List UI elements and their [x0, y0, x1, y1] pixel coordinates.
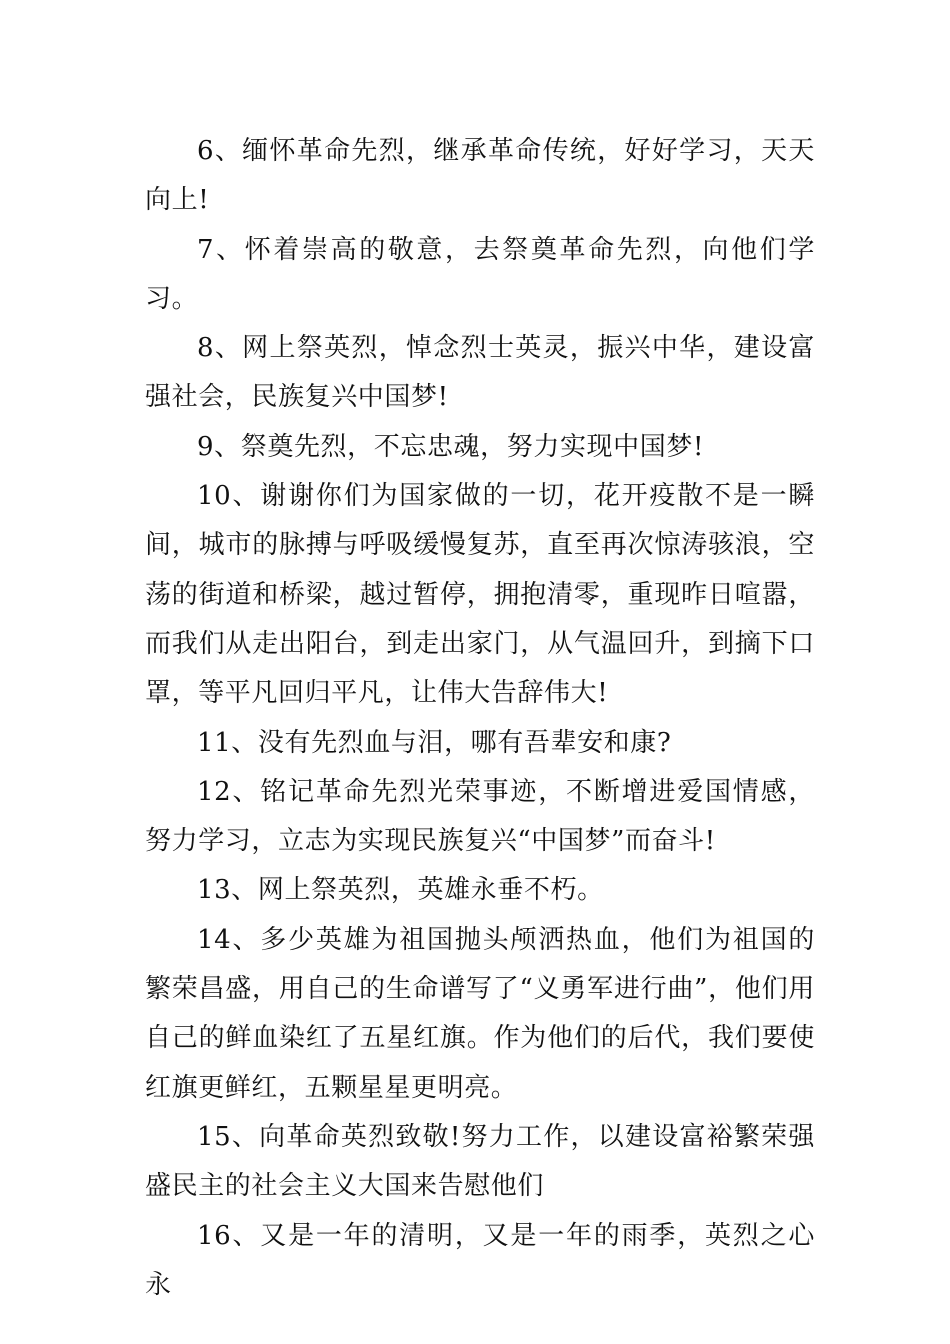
paragraph-14: 14、多少英雄为祖国抛头颅洒热血，他们为祖国的繁荣昌盛，用自己的生命谱写了“义勇军进行曲”，他们用自己的鲜血染红了五星红旗。作为他们的后代，我们要使红旗更鲜红，五颗星星更明亮。	[145, 924, 815, 1103]
paragraph-15: 15、向革命英烈致敬!努力工作，以建设富裕繁荣强盛民主的社会主义大国来告慰他们	[145, 1121, 815, 1202]
paragraph-9: 9、祭奠先烈，不忘忠魂，努力实现中国梦!	[197, 431, 704, 462]
paragraph-12: 12、铭记革命先烈光荣事迹，不断增进爱国情感，努力学习，立志为实现民族复兴“中国梦”而奋斗!	[145, 776, 815, 857]
paragraph-10: 10、谢谢你们为国家做的一切，花开疫散不是一瞬间，城市的脉搏与呼吸缓慢复苏，直至再次惊涛骇浪，空荡的街道和桥梁，越过暂停，拥抱清零，重现昨日喧嚣，而我们从走出阳台，到走出家门，从气温回升，到摘下口罩，等平凡回归平凡，让伟大告辞伟大!	[145, 481, 815, 709]
paragraph-13: 13、网上祭英烈，英雄永垂不朽。	[197, 875, 604, 906]
paragraph-8: 8、网上祭英烈，悼念烈士英灵，振兴中华，建设富强社会，民族复兴中国梦!	[145, 333, 815, 413]
paragraph-6: 6、缅怀革命先烈，继承革命传统，好好学习，天天向上!	[145, 136, 815, 216]
paragraph-11: 11、没有先烈血与泪，哪有吾辈安和康?	[197, 727, 672, 758]
document-body	[145, 127, 815, 1310]
paragraph-7: 7、怀着崇高的敬意，去祭奠革命先烈，向他们学习。	[145, 234, 815, 314]
paragraph-16: 16、又是一年的清明，又是一年的雨季，英烈之心永	[145, 1220, 815, 1300]
